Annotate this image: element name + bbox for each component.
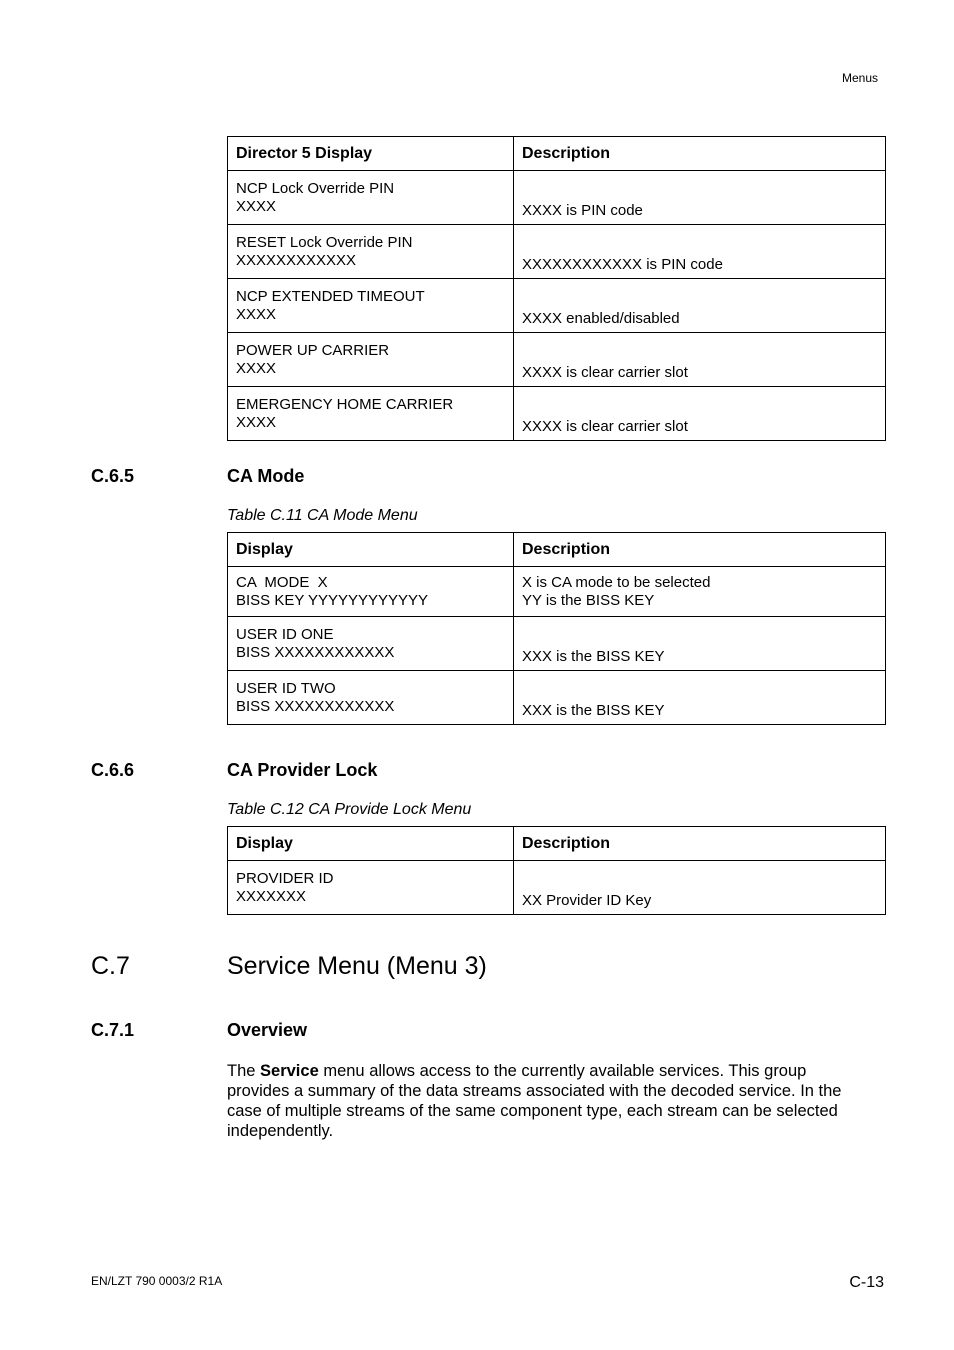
display-text: XXXXXXXXXXXX (236, 251, 357, 269)
table-header-row (228, 137, 886, 171)
display-text: EMERGENCY HOME CARRIER (236, 395, 454, 413)
column-header: Display (228, 827, 514, 861)
section-number: C.6.5 (91, 466, 135, 486)
table-header-row (228, 827, 886, 861)
ca-provider-lock-table (227, 826, 886, 915)
overview-paragraph (227, 1061, 887, 1141)
description-text: XXXX is clear carrier slot (522, 418, 688, 435)
display-text: XXXXXXX (236, 887, 307, 905)
paragraph-line: provides a summary of the data streams associated with the decoded service. In the (227, 1082, 842, 1100)
display-text: XXXX (236, 413, 277, 431)
description-text: XXXX is PIN code (522, 202, 643, 219)
display-text: RESET Lock Override PIN (236, 233, 413, 251)
description-text: YY is the BISS KEY (522, 591, 655, 609)
display-text: NCP Lock Override PIN (236, 179, 395, 197)
table-row (228, 387, 886, 441)
table-row (228, 333, 886, 387)
table-row (228, 567, 886, 617)
display-text: XXXX (236, 197, 277, 215)
chapter-section-number: C.7 (91, 952, 130, 980)
table-row (228, 671, 886, 725)
display-text: XXXX (236, 305, 277, 323)
display-text: USER ID ONE (236, 625, 334, 643)
description-text: XXX is the BISS KEY (522, 648, 665, 665)
table-header-row (228, 533, 886, 567)
chapter-section-title: Service Menu (Menu 3) (227, 952, 487, 980)
table-row (228, 225, 886, 279)
table-caption: Table C.11 CA Mode Menu (227, 507, 418, 524)
director-display-table (227, 136, 886, 441)
column-header: Display (228, 533, 514, 567)
ca-mode-table (227, 532, 886, 725)
page-number: C-13 (849, 1274, 884, 1291)
section-title: CA Mode (227, 466, 305, 486)
display-text: BISS KEY YYYYYYYYYYYY (236, 591, 429, 609)
display-text: NCP EXTENDED TIMEOUT (236, 287, 425, 305)
column-header: Description (514, 827, 886, 861)
section-number: C.6.6 (91, 760, 135, 780)
description-text: XXXX enabled/disabled (522, 310, 680, 327)
display-text: CA MODE X (236, 573, 328, 591)
paragraph-line: The Service menu allows access to the currently available services. This group (227, 1062, 807, 1080)
description-text: X is CA mode to be selected (522, 573, 711, 591)
running-header: Menus (841, 71, 878, 85)
column-header: Description (514, 533, 886, 567)
paragraph-line: case of multiple streams of the same component type, each stream can be selected (227, 1102, 838, 1120)
column-header: Director 5 Display (228, 137, 514, 171)
document-id: EN/LZT 790 0003/2 R1A (91, 1274, 223, 1288)
display-text: BISS XXXXXXXXXXXX (236, 697, 395, 715)
description-text: XXX is the BISS KEY (522, 702, 665, 719)
section-title: Overview (227, 1020, 308, 1040)
display-text: BISS XXXXXXXXXXXX (236, 643, 395, 661)
section-title: CA Provider Lock (227, 760, 378, 780)
paragraph-line: independently. (227, 1122, 334, 1140)
display-text: PROVIDER ID (236, 869, 334, 887)
service-menu-term: Service (260, 1062, 319, 1080)
table-row (228, 279, 886, 333)
display-text: USER ID TWO (236, 679, 336, 697)
display-text: XXXX (236, 359, 277, 377)
description-text: XX Provider ID Key (522, 892, 652, 909)
description-text: XXXX is clear carrier slot (522, 364, 688, 381)
display-text: POWER UP CARRIER (236, 341, 390, 359)
section-number: C.7.1 (91, 1020, 135, 1040)
table-caption: Table C.12 CA Provide Lock Menu (227, 801, 472, 818)
table-row (228, 861, 886, 915)
description-text: XXXXXXXXXXXX is PIN code (522, 256, 723, 273)
column-header: Description (514, 137, 886, 171)
table-row (228, 171, 886, 225)
table-row (228, 617, 886, 671)
